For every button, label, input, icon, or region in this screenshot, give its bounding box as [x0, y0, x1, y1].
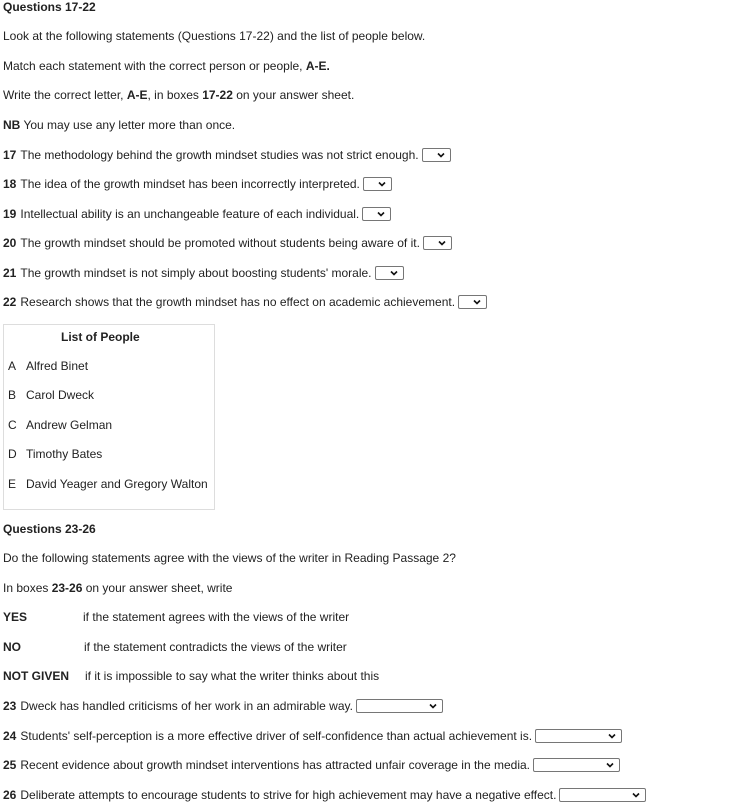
chevron-down-icon — [438, 239, 446, 247]
instruction-part: In boxes — [3, 581, 52, 595]
key-description: if it is impossible to say what the writer thinks about this — [85, 669, 380, 683]
section-heading: Questions 23-26 — [3, 522, 96, 536]
person-name: Andrew Gelman — [26, 418, 113, 432]
key-term: YES — [3, 610, 28, 624]
chevron-down-icon — [377, 210, 385, 218]
question-25 — [3, 757, 620, 773]
list-of-people-title: List of People — [61, 330, 140, 344]
instruction-emphasis: 23-26 — [51, 581, 83, 595]
chevron-down-icon — [606, 761, 614, 769]
question-text: The methodology behind the growth mindset studies was not strict enough. — [20, 148, 419, 162]
question-19 — [3, 206, 391, 222]
nb-note — [3, 118, 235, 133]
person-name: Timothy Bates — [26, 447, 103, 461]
person-letter: E — [8, 477, 17, 491]
question-18 — [3, 176, 392, 192]
question-number: 25 — [3, 758, 17, 772]
question-number: 23 — [3, 699, 17, 713]
question-number: 22 — [3, 295, 17, 309]
instruction-text — [3, 581, 232, 596]
nb-text: You may use any letter more than once. — [20, 118, 236, 132]
question-text: The idea of the growth mindset has been incorrectly interpreted. — [20, 177, 360, 191]
question-text: The growth mindset is not simply about boosting students' morale. — [20, 266, 372, 280]
chevron-down-icon — [390, 269, 398, 277]
section-heading: Questions 17-22 — [3, 0, 96, 14]
question-23 — [3, 698, 443, 714]
question-text: Dweck has handled criticisms of her work in an admirable way. — [20, 699, 353, 713]
question-number: 19 — [3, 207, 17, 221]
answer-select-18[interactable] — [363, 177, 392, 191]
question-number: 20 — [3, 236, 17, 250]
question-17 — [3, 147, 451, 163]
answer-select-21[interactable] — [375, 266, 404, 280]
question-text: Research shows that the growth mindset has no effect on academic achievement. — [20, 295, 456, 309]
question-number: 24 — [3, 729, 17, 743]
key-row-not-given — [3, 669, 379, 683]
answer-select-26[interactable] — [559, 788, 646, 802]
question-text: The growth mindset should be promoted without students being aware of it. — [20, 236, 420, 250]
list-item — [8, 388, 94, 402]
list-item — [8, 447, 102, 461]
chevron-down-icon — [437, 151, 445, 159]
key-description: if the statement agrees with the views of the writer — [83, 610, 350, 624]
instruction-part: on your answer sheet. — [232, 88, 355, 102]
question-text: Recent evidence about growth mindset interventions has attracted unfair coverage in the media. — [20, 758, 530, 772]
instruction-part: , in boxes — [147, 88, 203, 102]
key-row-yes — [3, 610, 349, 624]
person-letter: C — [8, 418, 17, 432]
person-letter: A — [8, 359, 17, 373]
chevron-down-icon — [378, 180, 386, 188]
question-text: Deliberate attempts to encourage students to strive for high achievement may have a negative effect. — [20, 788, 557, 802]
chevron-down-icon — [632, 791, 640, 799]
question-text: Students' self-perception is a more effective driver of self-confidence than actual achievement is. — [20, 729, 533, 743]
instruction-text — [3, 88, 354, 103]
list-item — [8, 418, 112, 432]
question-text: Intellectual ability is an unchangeable feature of each individual. — [20, 207, 360, 221]
instruction-part: on your answer sheet, write — [82, 581, 233, 595]
instruction-emphasis: A-E — [126, 88, 148, 102]
person-name: Alfred Binet — [26, 359, 89, 373]
question-24 — [3, 728, 622, 744]
person-name: David Yeager and Gregory Walton — [26, 477, 208, 491]
question-22 — [3, 294, 487, 310]
instruction-part: Write the correct letter, — [3, 88, 127, 102]
question-21 — [3, 265, 404, 281]
list-item — [8, 359, 88, 373]
answer-select-24[interactable] — [535, 729, 622, 743]
person-letter: B — [8, 388, 17, 402]
question-26 — [3, 787, 646, 803]
question-number: 26 — [3, 788, 17, 802]
key-description: if the statement contradicts the views of the writer — [84, 640, 347, 654]
answer-select-25[interactable] — [533, 758, 620, 772]
instruction-text: Do the following statements agree with the views of the writer in Reading Passage 2? — [3, 551, 456, 565]
chevron-down-icon — [473, 298, 481, 306]
question-number: 18 — [3, 177, 17, 191]
answer-select-20[interactable] — [423, 236, 452, 250]
question-20 — [3, 235, 452, 251]
key-term: NO — [3, 640, 21, 654]
answer-select-23[interactable] — [356, 699, 443, 713]
nb-label: NB — [3, 118, 21, 132]
person-name: Carol Dweck — [26, 388, 95, 402]
instruction-part: Match each statement with the correct person or people, — [3, 59, 306, 73]
list-item — [8, 477, 208, 491]
person-letter: D — [8, 447, 17, 461]
instruction-emphasis: A-E. — [305, 59, 330, 73]
instruction-emphasis: 17-22 — [202, 88, 233, 102]
chevron-down-icon — [608, 732, 616, 740]
key-row-no — [3, 640, 347, 654]
answer-select-17[interactable] — [422, 148, 451, 162]
answer-select-19[interactable] — [362, 207, 391, 221]
key-term: NOT GIVEN — [3, 669, 70, 683]
question-number: 17 — [3, 148, 17, 162]
instruction-text: Look at the following statements (Questions 17-22) and the list of people below. — [3, 29, 426, 43]
instruction-text — [3, 59, 330, 74]
list-of-people-box — [3, 324, 215, 510]
question-number: 21 — [3, 266, 17, 280]
answer-select-22[interactable] — [458, 295, 487, 309]
chevron-down-icon — [429, 702, 437, 710]
